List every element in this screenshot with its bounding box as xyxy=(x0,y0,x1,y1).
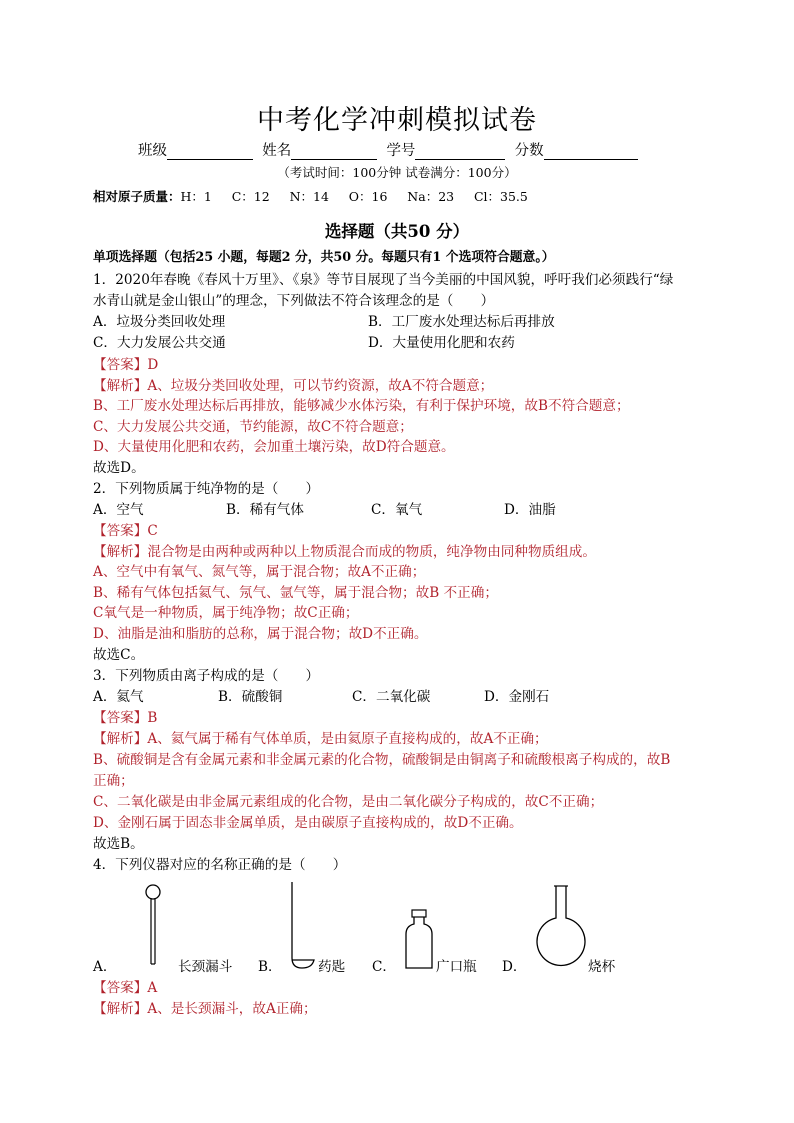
q3-analysis-2: B、硫酸铜是含有金属元素和非金属元素的化合物，硫酸铜是由铜离子和硫酸根离子构成的，故B xyxy=(93,752,671,768)
q4-option-c-letter: C． xyxy=(372,959,396,975)
q3-option-b: B．硫酸铜 xyxy=(218,689,283,705)
q1-option-d: D．大量使用化肥和农药 xyxy=(368,335,515,351)
q4-option-c-name: 广口瓶 xyxy=(436,959,477,975)
analysis-tag: 【解析】 xyxy=(93,544,148,560)
analysis-tag: 【解析】 xyxy=(93,378,148,394)
long-neck-funnel-icon xyxy=(138,882,168,972)
q3-answer xyxy=(93,708,157,728)
q2-analysis-4: C氧气是一种物质，属于纯净物；故C正确； xyxy=(93,605,359,621)
q1-analysis-3: C、大力发展公共交通，节约能源，故C不符合题意； xyxy=(93,419,413,435)
q4-option-d-name: 烧杯 xyxy=(588,959,616,975)
answer-value: B xyxy=(147,710,158,726)
q2-analysis-3: B、稀有气体包括氦气、氖气、氩气等，属于混合物；故B 不正确； xyxy=(93,585,498,601)
q2-conclusion: 故选C。 xyxy=(93,647,145,663)
q3-analysis-5: D、金刚石属于固态非金属单质，是由碳原子直接构成的，故D不正确。 xyxy=(93,815,523,831)
answer-value: D xyxy=(147,357,159,373)
q1-answer xyxy=(93,355,158,375)
q4-option-a-letter: A． xyxy=(93,959,117,975)
q1-stem-line-1: 1．2020年春晚《春风十万里》、《泉》等节目展现了当今美丽的中国风貌，呼吁我们必须践行“绿 xyxy=(93,272,674,288)
atomic-masses xyxy=(93,187,528,205)
q3-analysis-1 xyxy=(93,729,548,749)
page-title: 中考化学冲刺模拟试卷 xyxy=(257,105,537,136)
q4-analysis-1 xyxy=(93,999,317,1019)
q4-option-a-name: 长颈漏斗 xyxy=(178,959,233,975)
q4-option-b-letter: B． xyxy=(258,959,282,975)
answer-value: C xyxy=(147,523,158,539)
name-label: 姓名 xyxy=(262,143,292,159)
q2-option-b: B．稀有气体 xyxy=(226,502,304,518)
q1-analysis-2: B、工厂废水处理达标后再排放，能够减少水体污染，有利于保护环境，故B不符合题意； xyxy=(93,398,630,414)
analysis-text: A、氦气属于稀有气体单质，是由氦原子直接构成的，故A不正确； xyxy=(147,731,548,747)
q1-option-a: A．垃圾分类回收处理 xyxy=(93,314,226,330)
q3-conclusion: 故选B。 xyxy=(93,836,144,852)
class-label: 班级 xyxy=(138,143,167,159)
instruction: 单项选择题（包括25 小题，每题2 分，共50 分。每题只有1 个选项符合题意。） xyxy=(93,250,555,265)
q3-analysis-3: 正确； xyxy=(93,773,134,789)
exam-meta: （考试时间：100分钟 试卷满分：100分） xyxy=(277,165,517,180)
q1-option-c: C．大力发展公共交通 xyxy=(93,335,226,351)
q1-option-b: B．工厂废水处理达标后再排放 xyxy=(368,314,555,330)
spoon-icon xyxy=(284,880,318,972)
atomic-masses-label: 相对原子质量： xyxy=(93,189,181,204)
analysis-tag: 【解析】 xyxy=(93,731,148,747)
analysis-tag: 【解析】 xyxy=(93,1001,148,1017)
answer-tag: 【答案】 xyxy=(93,710,148,726)
q1-conclusion: 故选D。 xyxy=(93,460,145,476)
q1-analysis-1 xyxy=(93,376,493,396)
q2-analysis-5: D、油脂是油和脂肪的总称，属于混合物；故D不正确。 xyxy=(93,626,428,642)
q2-analysis-1 xyxy=(93,542,596,562)
analysis-text: A、是长颈漏斗，故A正确； xyxy=(147,1001,317,1017)
q2-analysis-2: A、空气中有氧气、氮气等，属于混合物；故A不正确； xyxy=(93,564,426,580)
answer-tag: 【答案】 xyxy=(93,523,148,539)
atomic-masses-values: H：1 C：12 N：14 O：16 Na：23 Cl：35.5 xyxy=(180,189,528,204)
q2-option-a: A．空气 xyxy=(93,502,144,518)
q3-option-c: C．二氧化碳 xyxy=(352,689,431,705)
q4-stem: 4．下列仪器对应的名称正确的是（ ） xyxy=(93,857,347,873)
q3-option-a: A．氦气 xyxy=(93,689,144,705)
q3-option-d: D．金刚石 xyxy=(484,689,550,705)
analysis-text: 混合物是由两种或两种以上物质混合而成的物质，纯净物由同种物质组成。 xyxy=(147,544,596,560)
answer-value: A xyxy=(147,980,158,996)
number-label: 学号 xyxy=(386,143,416,159)
wide-mouth-bottle-icon xyxy=(402,908,436,972)
q4-option-b-name: 药匙 xyxy=(318,959,346,975)
q2-option-d: D．油脂 xyxy=(504,502,556,518)
student-info-row xyxy=(138,139,638,160)
round-bottom-flask-icon xyxy=(535,884,587,974)
q4-option-d-letter: D． xyxy=(502,959,527,975)
q3-stem: 3．下列物质由离子构成的是（ ） xyxy=(93,668,320,684)
score-label: 分数 xyxy=(514,143,544,159)
class-blank[interactable] xyxy=(167,143,253,160)
q2-stem: 2．下列物质属于纯净物的是（ ） xyxy=(93,481,320,497)
number-blank[interactable] xyxy=(415,143,505,160)
q3-analysis-4: C、二氧化碳是由非金属元素组成的化合物，是由二氧化碳分子构成的，故C不正确； xyxy=(93,794,604,810)
analysis-text: A、垃圾分类回收处理，可以节约资源，故A不符合题意； xyxy=(147,378,494,394)
name-blank[interactable] xyxy=(291,143,377,160)
q4-answer xyxy=(93,978,157,998)
q2-answer xyxy=(93,521,158,541)
q1-analysis-4: D、大量使用化肥和农药，会加重土壤污染，故D符合题意。 xyxy=(93,439,455,455)
answer-tag: 【答案】 xyxy=(93,357,148,373)
q1-stem-line-2: 水青山就是金山银山”的理念，下列做法不符合该理念的是（ ） xyxy=(93,293,495,309)
answer-tag: 【答案】 xyxy=(93,980,148,996)
section-heading: 选择题（共50 分） xyxy=(324,222,470,241)
q2-option-c: C．氧气 xyxy=(371,502,423,518)
score-blank[interactable] xyxy=(544,143,638,160)
